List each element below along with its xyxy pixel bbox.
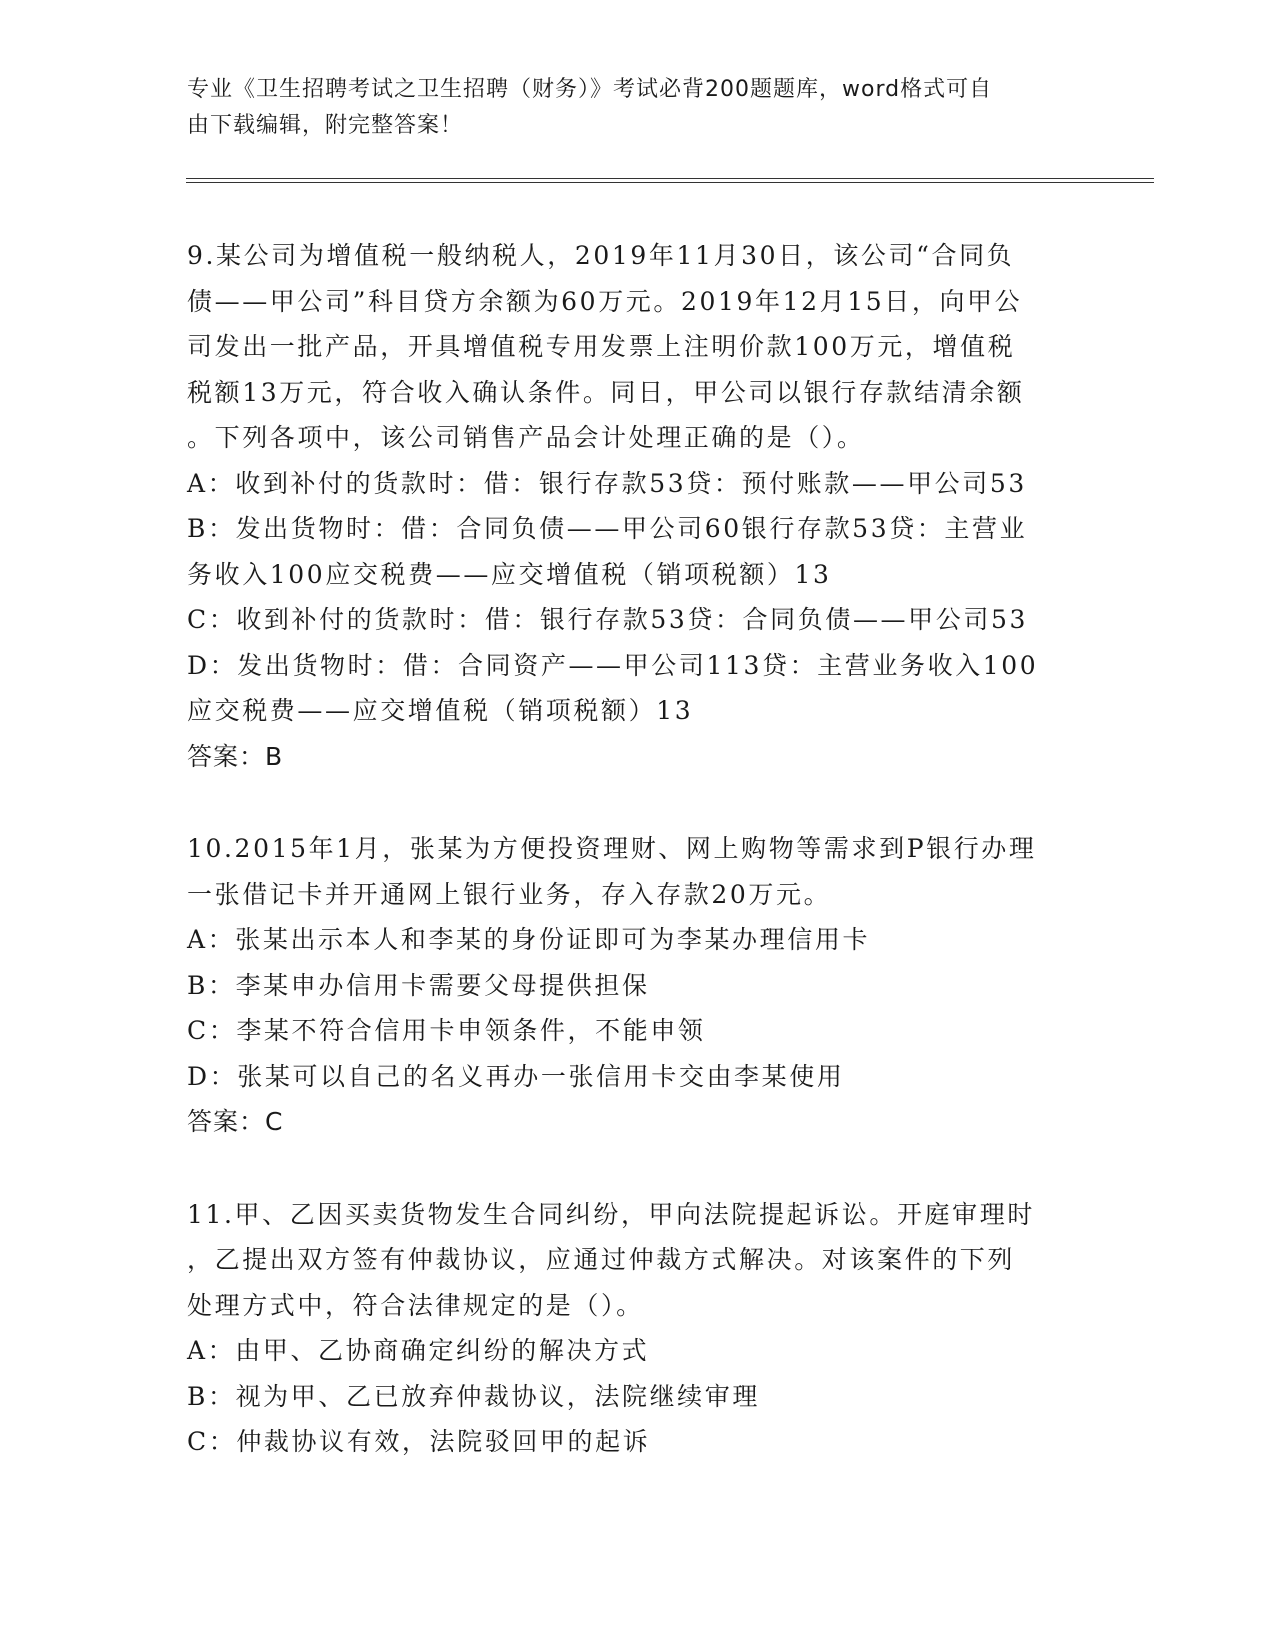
question-11-option-c: C：仲裁协议有效，法院驳回甲的起诉 [187, 1427, 651, 1456]
question-9-line: 9.某公司为增值税一般纳税人，2019年11月30日，该公司“合同负 [187, 241, 1015, 270]
question-11-line: 11.甲、乙因买卖货物发生合同纠纷，甲向法院提起诉讼。开庭审理时 [187, 1199, 1035, 1229]
document-header [187, 72, 1067, 144]
question-10-option-a: A：张某出示本人和李某的身份证即可为李某办理信用卡 [187, 925, 871, 954]
question-10-line: 一张借记卡并开通网上银行业务，存入存款20万元。 [187, 879, 832, 909]
question-10-option-d: D：张某可以自己的名义再办一张信用卡交由李某使用 [187, 1061, 845, 1091]
question-10-option-b: B：李某申办信用卡需要父母提供担保 [187, 970, 650, 1000]
question-9-answer: 答案：B [187, 741, 284, 771]
question-10 [187, 826, 1087, 1145]
question-11-option-a: A：由甲、乙协商确定纠纷的解决方式 [187, 1336, 650, 1365]
question-9-line: 税额13万元，符合收入确认条件。同日，甲公司以银行存款结清余额 [187, 377, 1025, 407]
question-11 [187, 1192, 1087, 1465]
question-10-option-c: C：李某不符合信用卡申领条件，不能申领 [187, 1016, 706, 1045]
question-list [187, 233, 1087, 1512]
header-divider-top [186, 178, 1154, 179]
header-divider-bottom [186, 182, 1154, 183]
question-10-answer: 答案：C [187, 1107, 284, 1136]
question-9-option-a: A：收到补付的货款时：借：银行存款53贷：预付账款——甲公司53 [187, 468, 1027, 498]
question-9-line: 。下列各项中，该公司销售产品会计处理正确的是（）。 [187, 423, 865, 452]
header-line-1: 专业《卫生招聘考试之卫生招聘（财务）》考试必背200题题库，word格式可自 [187, 77, 993, 102]
question-10-line: 10.2015年1月，张某为方便投资理财、网上购物等需求到P银行办理 [187, 834, 1037, 863]
header-line-2: 由下载编辑，附完整答案！ [187, 113, 464, 138]
question-11-line: 处理方式中，符合法律规定的是（）。 [187, 1290, 644, 1320]
question-11-line: ，乙提出双方签有仲裁协议，应通过仲裁方式解决。对该案件的下列 [187, 1245, 1016, 1274]
question-9-option-b: B：发出货物时：借：合同负债——甲公司60银行存款53贷：主营业 [187, 514, 1028, 543]
question-9-line: 司发出一批产品，开具增值税专用发票上注明价款100万元，增值税 [187, 332, 1016, 361]
question-9 [187, 233, 1087, 779]
question-9-line: 债——甲公司”科目贷方余额为60万元。2019年12月15日，向甲公 [187, 286, 1023, 316]
question-9-option-b-cont: 务收入100应交税费——应交增值税（销项税额）13 [187, 559, 832, 589]
question-9-option-c: C：收到补付的货款时：借：银行存款53贷：合同负债——甲公司53 [187, 605, 1028, 634]
question-9-option-d-cont: 应交税费——应交增值税（销项税额）13 [187, 696, 694, 725]
question-9-option-d: D：发出货物时：借：合同资产——甲公司113贷：主营业务收入100 [187, 650, 1039, 680]
question-11-option-b: B：视为甲、乙已放弃仲裁协议，法院继续审理 [187, 1381, 760, 1411]
